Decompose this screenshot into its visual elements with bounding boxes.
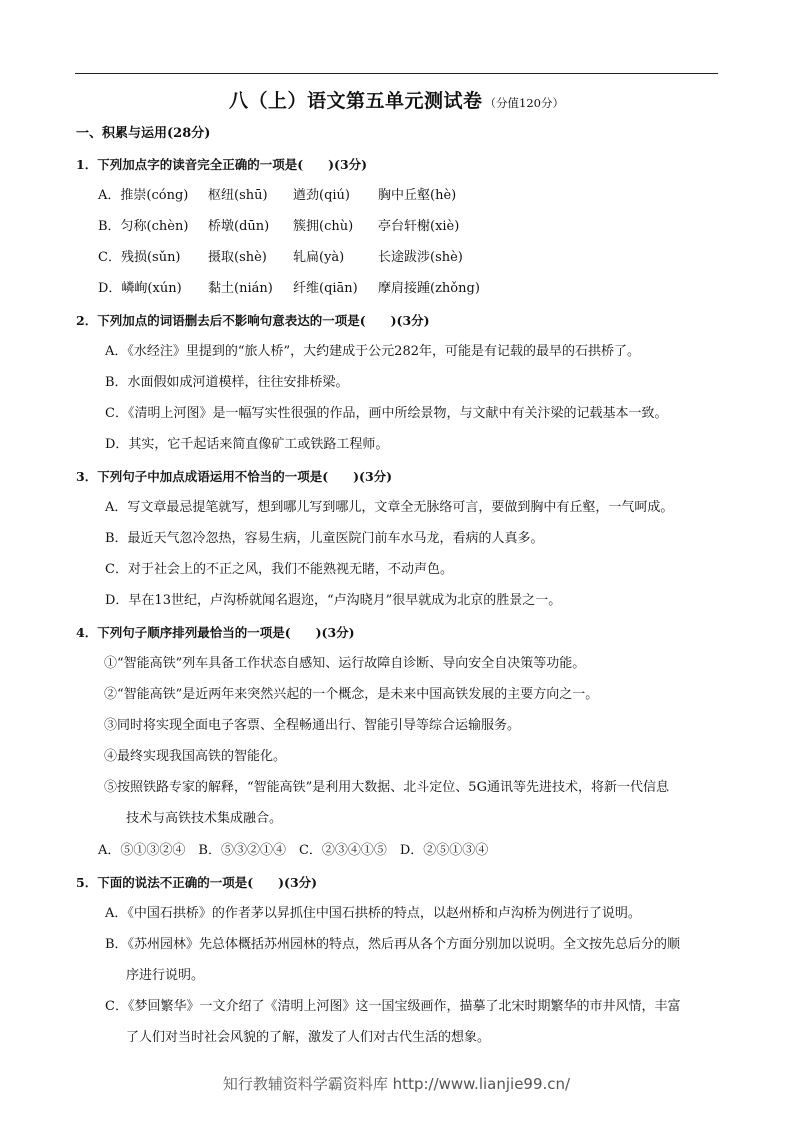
footer-watermark: 知行教辅资料学霸资料库 http://www.lianjie99.cn/ — [222, 1075, 571, 1093]
question-3-option-a: A．写文章最忌提笔就写，想到哪儿写到哪儿，文章全无脉络可言，要做到胸中有丘壑，一气呵成。 — [105, 500, 674, 515]
question-4-sentence-4: ④最终实现我国高铁的智能化。 — [104, 749, 287, 764]
question-3-stem: 3．下列句子中加点成语运用不恰当的一项是( )(3分) — [76, 469, 393, 484]
question-4-sentence-2: ②“智能高铁”是近两年来突然兴起的一个概念，是未来中国高铁发展的主要方向之一。 — [104, 687, 599, 702]
page-title — [0, 86, 793, 113]
q1-c-word1: C．残损(sǔn) — [98, 250, 181, 265]
question-4-sentence-1: ①“智能高铁”列车具备工作状态自感知、运行故障自诊断、导向安全自决策等功能。 — [104, 656, 586, 671]
question-2-option-a: A．《水经注》里提到的“旅人桥”，大约建成于公元282年，可能是有记载的最早的石拱桥了。 — [105, 344, 640, 359]
question-5-option-b-cont: 序进行说明。 — [126, 968, 205, 983]
section-heading: 一、积累与运用(28分) — [76, 126, 211, 141]
q1-a-word3: 遒劲(qiú) — [293, 188, 350, 203]
question-4-sentence-5: ⑤按照铁路专家的解释，“智能高铁”是利用大数据、北斗定位、5G通讯等先进技术，将新一代信息 — [104, 780, 669, 795]
q1-d-word1: D．嶙峋(xún) — [98, 281, 182, 296]
question-4-sentence-3: ③同时将实现全面电子客票、全程畅通出行、智能引导等综合运输服务。 — [104, 718, 521, 733]
score-note: （分值120分） — [484, 96, 564, 110]
q1-d-word2: 黏土(nián) — [208, 281, 273, 296]
question-2-option-d: D．其实，它千起话来简直像矿工或铁路工程师。 — [105, 437, 389, 452]
question-2-option-b: B．水面假如成河道模样，往往安排桥梁。 — [105, 375, 349, 390]
question-5-option-b: B．《苏州园林》先总体概括苏州园林的特点，然后再从各个方面分别加以说明。全文按先总后分的顺 — [105, 937, 681, 952]
question-1-option-a — [98, 188, 456, 204]
question-4-stem: 4．下列句子顺序排列最恰当的一项是( )(3分) — [76, 625, 355, 640]
q1-b-word2: 桥墩(dūn) — [208, 219, 270, 234]
q1-c-word3: 轧扁(yà) — [293, 250, 345, 265]
question-1-option-d — [98, 281, 480, 297]
question-3-option-b: B．最近天气忽冷忽热，容易生病，儿童医院门前车水马龙，看病的人真多。 — [105, 531, 544, 546]
question-1-option-c — [98, 250, 463, 266]
q1-b-word4: 亭台轩榭(xiè) — [378, 219, 460, 234]
question-5-option-c-cont: 了人们对当时社会风貌的了解，激发了人们对古代生活的想象。 — [126, 1030, 491, 1045]
question-3-option-c: C．对于社会上的不正之风，我们不能熟视无睹，不动声色。 — [105, 562, 453, 577]
question-3-option-d: D．早在13世纪，卢沟桥就闻名遐迩，“卢沟晓月”很早就成为北京的胜景之一。 — [105, 593, 562, 608]
question-4-choices: A．⑤①③②④ B．⑤③②①④ C．②③④①⑤ D．②⑤①③④ — [98, 843, 489, 858]
question-1-option-b — [98, 219, 459, 235]
question-4-sentence-5-cont: 技术与高铁技术集成融合。 — [126, 811, 283, 826]
question-1-stem: 1．下列加点字的读音完全正确的一项是( )(3分) — [76, 157, 368, 172]
question-2-option-c: C．《清明上河图》是一幅写实性很强的作品，画中所绘景物，与文献中有关汴梁的记载基本一致。 — [105, 406, 668, 421]
q1-c-word2: 摄取(shè) — [208, 250, 267, 265]
title-text: 八（上）语文第五单元测试卷 — [229, 90, 483, 112]
q1-a-word2: 枢纽(shū) — [208, 188, 268, 203]
header-rule — [75, 73, 718, 74]
question-5-option-a: A．《中国石拱桥》的作者茅以昇抓住中国石拱桥的特点，以赵州桥和卢沟桥为例进行了说明。 — [105, 906, 641, 921]
q1-d-word3: 纤维(qiān) — [293, 281, 358, 296]
q1-b-word1: B．匀称(chèn) — [98, 219, 189, 234]
q1-b-word3: 簇拥(chù) — [293, 219, 354, 234]
question-5-option-c: C．《梦回繁华》一文介绍了《清明上河图》这一国宝级画作，描摹了北宋时期繁华的市井风情，丰富 — [105, 999, 681, 1014]
q1-c-word4: 长途跋涉(shè) — [378, 250, 463, 265]
q1-a-word1: A．推崇(cóng) — [98, 188, 189, 203]
question-2-stem: 2．下列加点的词语删去后不影响句意表达的一项是( )(3分) — [76, 313, 430, 328]
q1-d-word4: 摩肩接踵(zhǒng) — [378, 281, 480, 296]
q1-a-word4: 胸中丘壑(hè) — [378, 188, 457, 203]
question-5-stem: 5．下面的说法不正确的一项是( )(3分) — [76, 875, 318, 890]
